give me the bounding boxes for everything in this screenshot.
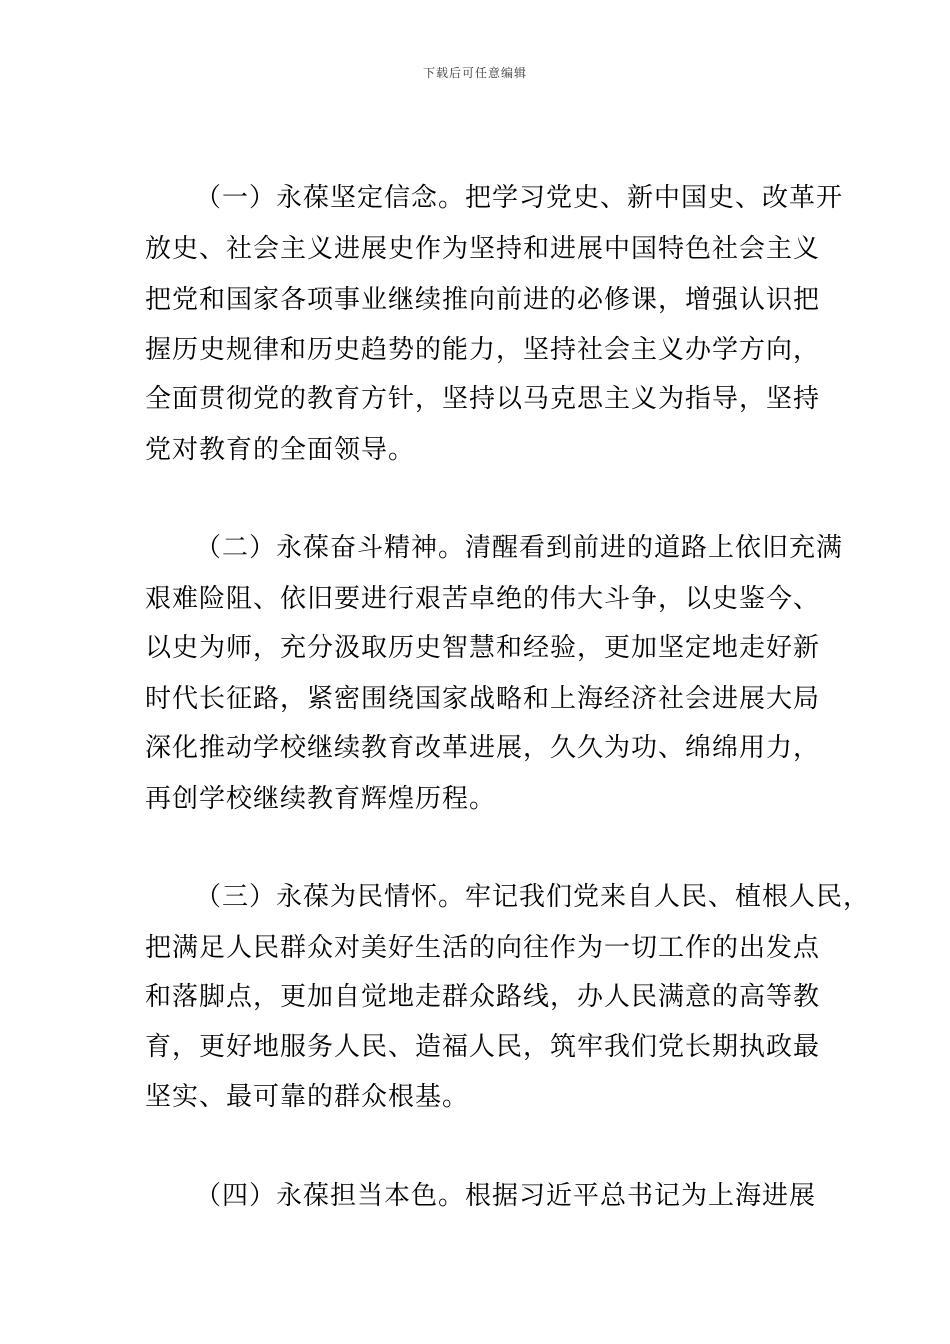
paragraph-2-line-5: 深化推动学校继续教育改革进展，久久为功、绵绵用力，	[145, 733, 821, 763]
paragraph-1-line-1: （一）永葆坚定信念。把学习党史、新中国史、改革开	[195, 183, 844, 213]
paragraph-3-line-5: 坚实、最可靠的群众根基。	[145, 1082, 470, 1112]
paragraph-3-line-1: （三）永葆为民情怀。牢记我们党来自人民、植根人民，	[195, 882, 871, 912]
paragraph-2-line-4: 时代长征路，紧密围绕国家战略和上海经济社会进展大局	[145, 684, 821, 714]
paragraph-2-line-3: 以史为师，充分汲取历史智慧和经验，更加坚定地走好新	[145, 633, 821, 663]
paragraph-3-line-3: 和落脚点，更加自觉地走群众路线，办人民满意的高等教	[145, 982, 821, 1012]
paragraph-1-line-6: 党对教育的全面领导。	[145, 435, 416, 465]
paragraph-1-line-4: 握历史规律和历史趋势的能力，坚持社会主义办学方向，	[145, 335, 821, 365]
paragraph-3-line-4: 育，更好地服务人民、造福人民，筑牢我们党长期执政最	[145, 1032, 821, 1062]
paragraph-1-line-2: 放史、社会主义进展史作为坚持和进展中国特色社会主义	[145, 234, 821, 264]
paragraph-2-line-1: （二）永葆奋斗精神。清醒看到前进的道路上依旧充满	[195, 533, 844, 563]
paragraph-2-line-6: 再创学校继续教育辉煌历程。	[145, 784, 497, 814]
paragraph-2-line-2: 艰难险阻、依旧要进行艰苦卓绝的伟大斗争，以史鉴今、	[145, 584, 821, 614]
paragraph-4-line-1: （四）永葆担当本色。根据习近平总书记为上海进展	[195, 1181, 817, 1211]
paragraph-1-line-5: 全面贯彻党的教育方针，坚持以马克思主义为指导，坚持	[145, 384, 821, 414]
paragraph-1-line-3: 把党和国家各项事业继续推向前进的必修课，增强认识把	[145, 285, 821, 315]
page-header: 下载后可任意编辑	[422, 66, 527, 80]
paragraph-3-line-2: 把满足人民群众对美好生活的向往作为一切工作的出发点	[145, 933, 821, 963]
